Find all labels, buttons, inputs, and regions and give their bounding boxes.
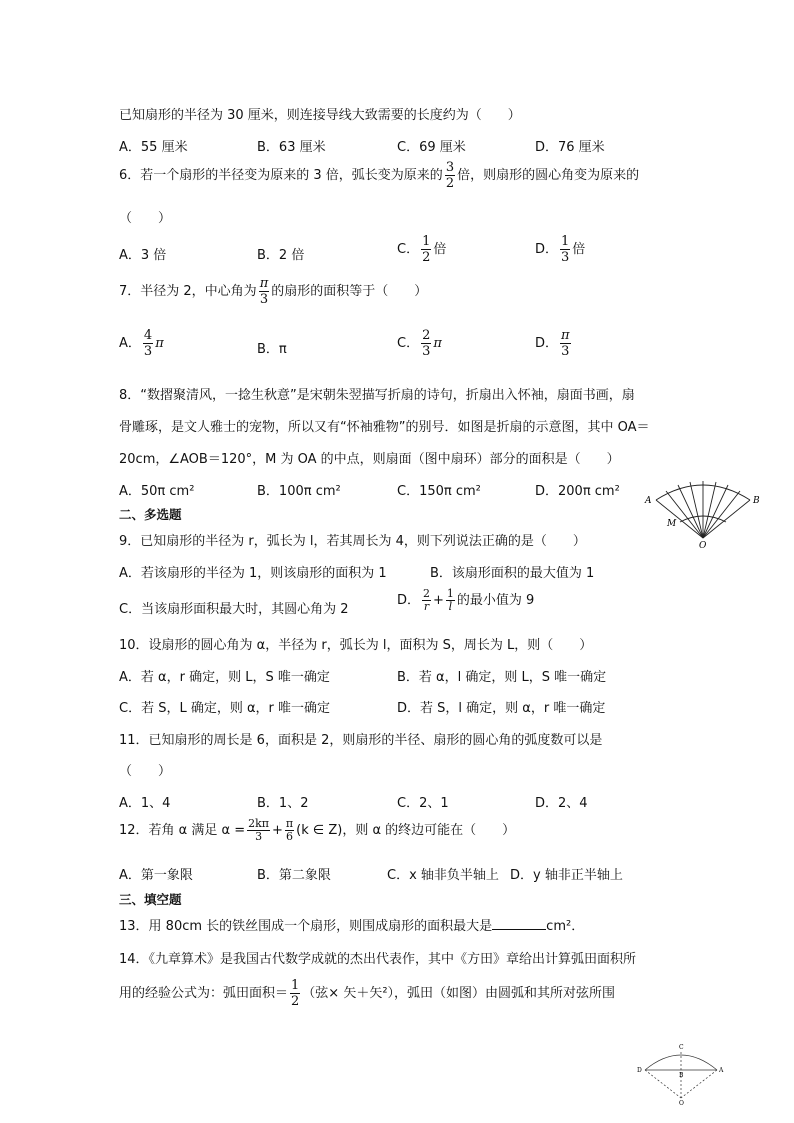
question-14-line2 xyxy=(119,978,615,1009)
q7-a-num: 4 xyxy=(143,328,153,343)
q6-d-num: 1 xyxy=(561,234,570,249)
q9-option-c: C．当该扇形面积最大时，其圆心角为 2 xyxy=(119,602,349,617)
arc-label-c: C xyxy=(679,1044,684,1051)
q13-answer-blank[interactable] xyxy=(492,917,546,930)
q6-c-post: 倍 xyxy=(433,242,447,257)
q12-option-c: C．x 轴非负半轴上 xyxy=(387,868,499,883)
q6-paren: （ ） xyxy=(119,211,172,226)
q12-option-d: D．y 轴非正半轴上 xyxy=(510,868,623,883)
q12-option-a: A．第一象限 xyxy=(119,868,193,883)
q12-plus: + xyxy=(272,823,283,838)
q6-c-fraction xyxy=(421,234,431,265)
q9-d-fraction-2 xyxy=(446,588,455,613)
q7-option-c xyxy=(397,328,442,359)
q6-d-post: 倍 xyxy=(572,242,586,257)
q6-option-c xyxy=(397,234,446,265)
arc-label-a: A xyxy=(719,1067,724,1074)
q6-d-label: D． xyxy=(535,242,559,257)
q6-c-den: 2 xyxy=(422,250,431,265)
q7-text-pre: 7．半径为 2，中心角为 xyxy=(119,284,257,299)
q7-d-num: π xyxy=(561,328,570,343)
question-10-stem: 10．设扇形的圆心角为 α，半径为 r，弧长为 l，面积为 S，周长为 L，则（ ） xyxy=(119,638,593,653)
question-11-stem: 11．已知扇形的周长是 6，面积是 2，则扇形的半径、扇形的圆心角的弧度数可以是 xyxy=(119,733,603,748)
q11-option-a: A．1、4 xyxy=(119,796,171,811)
q11-option-d: D．2、4 xyxy=(535,796,588,811)
q12-option-b: B．第二象限 xyxy=(257,868,331,883)
q7-option-a xyxy=(119,328,164,359)
q10-option-a: A．若 α，r 确定，则 L，S 唯一确定 xyxy=(119,670,330,685)
fan-label-o: O xyxy=(699,541,707,551)
q13-text-post: cm²． xyxy=(546,919,585,934)
fan-label-m: M xyxy=(667,519,677,529)
question-14-line1: 14．《九章算术》是我国古代数学成就的杰出代表作，其中《方田》章给出计算弧田面积所 xyxy=(119,952,637,967)
q7-option-b: B．π xyxy=(257,342,287,357)
q6-fraction xyxy=(445,160,455,191)
q14-text-pre: 用的经验公式为：弧田面积＝ xyxy=(119,986,289,1001)
q7-a-den: 3 xyxy=(143,344,153,359)
q6-option-d xyxy=(535,234,585,265)
q7-a-fraction xyxy=(143,328,153,359)
question-7-stem xyxy=(119,276,427,307)
q7-c-num: 2 xyxy=(422,328,431,343)
question-8-line1: 8．“数摺聚清风，一捻生秋意”是宋朝朱翌描写折扇的诗句，折扇出入怀袖，扇面书画，扇 xyxy=(119,388,635,403)
q12-f1-num: 2kπ xyxy=(248,817,270,830)
question-9-stem: 9．已知扇形的半径为 r，弧长为 l，若其周长为 4，则下列说法正确的是（ ） xyxy=(119,534,586,549)
q9-option-b: B．该扇形面积的最大值为 1 xyxy=(430,566,595,581)
q6-d-fraction xyxy=(560,234,570,265)
section-3-heading: 三、填空题 xyxy=(119,892,182,907)
q6-option-a: A．3 倍 xyxy=(119,248,167,263)
arc-label-d: D xyxy=(637,1067,642,1074)
q5-option-d: D．76 厘米 xyxy=(535,140,605,155)
q7-option-d xyxy=(535,328,573,359)
q14-frac-num: 1 xyxy=(291,978,300,993)
q5-option-c: C．69 厘米 xyxy=(397,140,466,155)
q11-paren: （ ） xyxy=(119,764,172,779)
q7-d-label: D． xyxy=(535,336,559,351)
q10-option-d: D．若 S，l 确定，则 α，r 唯一确定 xyxy=(397,701,606,716)
q12-fraction-1 xyxy=(247,818,270,843)
q14-frac-den: 2 xyxy=(291,994,300,1009)
question-8-line3: 20cm，∠AOB＝120°，M 为 OA 的中点，则扇面（图中扇环）部分的面积是（ ） xyxy=(119,452,620,467)
q8-option-a: A．50π cm² xyxy=(119,484,195,499)
q6-text-post: 倍，则扇形的圆心角变为原来的 xyxy=(457,168,640,183)
q7-c-fraction xyxy=(421,328,431,359)
folding-fan-figure xyxy=(642,476,768,552)
q11-option-b: B．1、2 xyxy=(257,796,309,811)
arc-field-figure xyxy=(635,1040,727,1108)
q5-option-b: B．63 厘米 xyxy=(257,140,326,155)
q6-c-label: C． xyxy=(397,242,420,257)
q9-option-a: A．若该扇形的半径为 1，则该扇形的面积为 1 xyxy=(119,566,387,581)
q9-d-plus: + xyxy=(433,593,444,608)
q6-frac-num: 3 xyxy=(445,160,455,175)
q6-text-pre: 6．若一个扇形的半径变为原来的 3 倍，弧长变为原来的 xyxy=(119,168,443,183)
section-2-heading: 二、多选题 xyxy=(119,507,182,522)
q12-f1-den: 3 xyxy=(255,830,263,843)
q8-option-d: D．200π cm² xyxy=(535,484,620,499)
q12-f2-num: π xyxy=(285,817,294,830)
q12-text-post: (k ∈ Z)，则 α 的终边可能在（ ） xyxy=(296,823,516,838)
question-12-stem xyxy=(119,818,515,843)
q9-d-f1-den: r xyxy=(423,600,430,613)
q6-d-den: 3 xyxy=(561,250,570,265)
q9-d-f2-den: l xyxy=(448,600,453,613)
q7-a-label: A． xyxy=(119,336,141,351)
question-8-line2: 骨雕琢，是文人雅士的宠物，所以又有“怀袖雅物”的别号．如图是折扇的示意图，其中 OA＝ xyxy=(119,420,650,435)
fan-label-a: A xyxy=(645,496,652,506)
q7-c-den: 3 xyxy=(422,344,431,359)
question-6-stem xyxy=(119,160,639,191)
q9-d-f2-num: 1 xyxy=(446,587,454,600)
question-13-stem xyxy=(119,915,584,934)
q7-text-post: 的扇形的面积等于（ ） xyxy=(271,284,428,299)
q7-d-fraction xyxy=(560,328,571,359)
q6-c-num: 1 xyxy=(422,234,431,249)
q6-frac-den: 2 xyxy=(445,176,455,191)
q9-d-label: D． xyxy=(397,593,421,608)
q5-option-a: A．55 厘米 xyxy=(119,140,188,155)
q12-text-pre: 12．若角 α 满足 α = xyxy=(119,823,246,838)
q11-option-c: C．2、1 xyxy=(397,796,449,811)
q10-option-b: B．若 α，l 确定，则 L，S 唯一确定 xyxy=(397,670,607,685)
arc-label-o: O xyxy=(679,1100,684,1107)
q7-frac-den: 3 xyxy=(259,292,269,307)
q7-d-den: 3 xyxy=(561,344,570,359)
q7-c-label: C． xyxy=(397,336,420,351)
q9-d-f1-num: 2 xyxy=(423,587,431,600)
q8-option-c: C．150π cm² xyxy=(397,484,481,499)
q10-option-c: C．若 S，L 确定，则 α，r 唯一确定 xyxy=(119,701,331,716)
q14-fraction xyxy=(290,978,300,1009)
q8-option-b: B．100π cm² xyxy=(257,484,341,499)
q12-f2-den: 6 xyxy=(286,830,294,843)
q9-option-d xyxy=(397,588,534,613)
q7-fraction xyxy=(259,276,270,307)
arc-field-radius-1 xyxy=(645,1070,681,1098)
q6-option-b: B．2 倍 xyxy=(257,248,305,263)
q9-d-fraction-1 xyxy=(422,588,431,613)
arc-label-b: B xyxy=(679,1072,684,1079)
q14-text-post: （弦× 矢＋矢²），弧田（如图）由圆弧和其所对弦所围 xyxy=(302,986,616,1001)
fan-label-b: B xyxy=(753,496,760,506)
arc-field-radius-2 xyxy=(681,1070,717,1098)
q7-frac-num: π xyxy=(259,276,269,291)
q13-text-pre: 13．用 80cm 长的铁丝围成一个扇形，则围成扇形的面积最大是 xyxy=(119,919,493,934)
q9-d-post: 的最小值为 9 xyxy=(456,593,535,608)
q12-fraction-2 xyxy=(285,818,294,843)
q7-c-post: π xyxy=(433,336,442,351)
q7-a-post: π xyxy=(155,336,164,351)
question-5-stem: 已知扇形的半径为 30 厘米，则连接导线大致需要的长度约为（ ） xyxy=(119,108,521,123)
